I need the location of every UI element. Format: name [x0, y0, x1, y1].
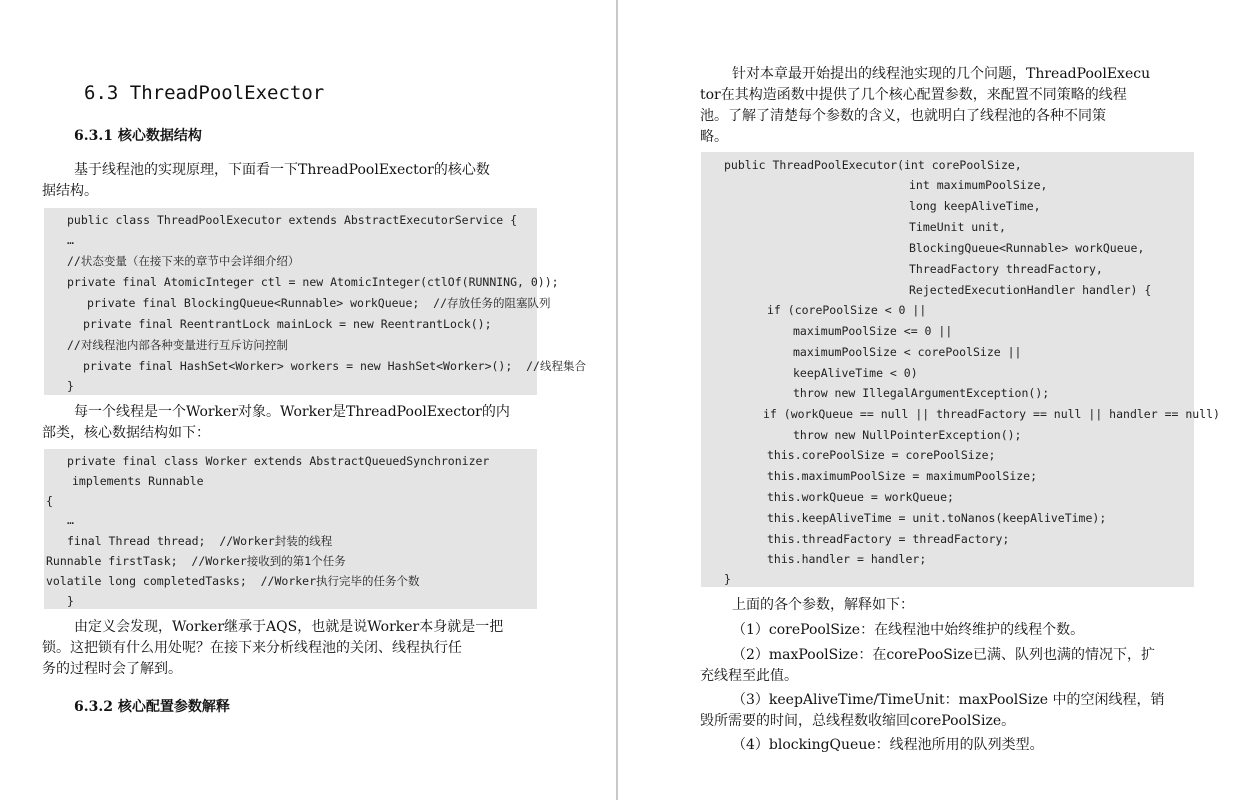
paragraph-line: 略。 [700, 129, 728, 145]
code-line: private final BlockingQueue<Runnable> workQueue; //存放任务的阻塞队列 [87, 296, 551, 310]
paragraph-line: 充线程至此值。 [700, 668, 798, 684]
subsection-title-core-data-structure: 6.3.1 核心数据结构 [74, 128, 202, 144]
code-line: if (workQueue == null || threadFactory == null || handler == null) [763, 407, 1220, 421]
code-line: maximumPoolSize <= 0 || [793, 324, 953, 338]
code-line: TimeUnit unit, [909, 220, 1006, 234]
code-line: public class ThreadPoolExecutor extends AbstractExecutorService { [67, 213, 518, 227]
paragraph-worker [42, 402, 510, 444]
code-line: } [724, 572, 731, 586]
code-line: this.threadFactory = threadFactory; [767, 532, 1010, 546]
code-line: } [67, 594, 74, 608]
code-block-worker-class [44, 449, 537, 609]
left-page [0, 0, 616, 800]
code-line: Runnable firstTask; //Worker接收到的第1个任务 [46, 554, 346, 568]
paragraph-line: 毁所需要的时间，总线程数收缩回corePoolSize。 [700, 713, 1016, 729]
right-page [618, 0, 1242, 800]
param-item-blockingqueue: （4）blockingQueue：线程池所用的队列类型。 [732, 737, 1044, 753]
code-line: volatile long completedTasks; //Worker执行完毕的任务个数 [46, 574, 420, 588]
code-line: private final ReentrantLock mainLock = new ReentrantLock(); [83, 317, 492, 331]
code-line: public ThreadPoolExecutor(int corePoolSize, [724, 158, 1022, 172]
code-line: RejectedExecutionHandler handler) { [909, 283, 1152, 297]
code-block-threadpoolexecutor-fields [44, 208, 586, 395]
code-line: … [67, 233, 74, 247]
paragraph-line: （2）maxPoolSize：在corePooSize已满、队列也满的情况下，扩 [732, 647, 1156, 663]
paragraph-line: 部类，核心数据结构如下： [42, 425, 210, 441]
paragraph-constructor-intro [700, 64, 1150, 148]
code-block-constructor [701, 152, 1220, 587]
paragraph-line: tor在其构造函数中提供了几个核心配置参数，来配置不同策略的线程 [700, 87, 1127, 103]
code-line: this.workQueue = workQueue; [767, 490, 954, 504]
code-line: this.maximumPoolSize = maximumPoolSize; [767, 469, 1038, 483]
paragraph-line: 由定义会发现，Worker继承于AQS，也就是说Worker本身就是一把 [74, 619, 504, 635]
code-line: } [67, 379, 74, 393]
code-line: throw new NullPointerException(); [793, 428, 1022, 442]
code-line: private final class Worker extends AbstractQueuedSynchronizer [67, 454, 490, 468]
paragraph-aqs [42, 617, 503, 680]
paragraph-line: 据结构。 [42, 183, 98, 199]
param-item-corepoolsize: （1）corePoolSize：在线程池中始终维护的线程个数。 [732, 622, 1085, 638]
paragraph-line: 针对本章最开始提出的线程池实现的几个问题，ThreadPoolExecu [732, 66, 1151, 82]
subsection-title-config-params: 6.3.2 核心配置参数解释 [74, 699, 230, 715]
paragraph-line: 基于线程池的实现原理，下面看一下ThreadPoolExector的核心数 [74, 162, 490, 178]
code-line: //状态变量（在接下来的章节中会详细介绍） [67, 254, 300, 268]
paragraph-line: 务的过程时会了解到。 [42, 661, 182, 677]
code-line: maximumPoolSize < corePoolSize || [793, 345, 1022, 359]
paragraph-line: 每一个线程是一个Worker对象。Worker是ThreadPoolExector的内 [74, 404, 510, 420]
code-line: this.corePoolSize = corePoolSize; [767, 448, 996, 462]
code-line: if (corePoolSize < 0 || [767, 303, 927, 317]
code-line: … [67, 513, 74, 527]
code-line: throw new IllegalArgumentException(); [793, 386, 1050, 400]
code-line: { [46, 494, 53, 508]
paragraph-line: （3）keepAliveTime/TimeUnit：maxPoolSize 中的空闲线程，销 [732, 692, 1165, 708]
param-item-maxpoolsize [700, 645, 1155, 687]
code-line: this.keepAliveTime = unit.toNanos(keepAliveTime); [767, 511, 1107, 525]
code-line: private final AtomicInteger ctl = new AtomicInteger(ctlOf(RUNNING, 0)); [67, 275, 559, 289]
code-line: ThreadFactory threadFactory, [909, 262, 1103, 276]
paragraph-intro [42, 160, 490, 202]
code-line: implements Runnable [72, 474, 204, 488]
paragraph-line: 锁。这把锁有什么用处呢？在接下来分析线程池的关闭、线程执行任 [42, 640, 462, 656]
code-line: BlockingQueue<Runnable> workQueue, [909, 241, 1145, 255]
code-line: private final HashSet<Worker> workers = new HashSet<Worker>(); //线程集合 [83, 359, 586, 373]
code-line: //对线程池内部各种变量进行互斥访问控制 [67, 338, 288, 352]
section-title: 6.3 ThreadPoolExector [84, 82, 325, 104]
paragraph-line: 池。了解了清楚每个参数的含义，也就明白了线程池的各种不同策 [700, 108, 1106, 124]
param-item-keepalivetime [700, 690, 1164, 732]
code-line: long keepAliveTime, [909, 199, 1041, 213]
code-line: this.handler = handler; [767, 552, 927, 566]
code-line: final Thread thread; //Worker封装的线程 [67, 534, 333, 548]
params-intro: 上面的各个参数，解释如下： [732, 597, 914, 613]
code-line: keepAliveTime < 0) [793, 366, 918, 380]
code-line: int maximumPoolSize, [909, 178, 1048, 192]
